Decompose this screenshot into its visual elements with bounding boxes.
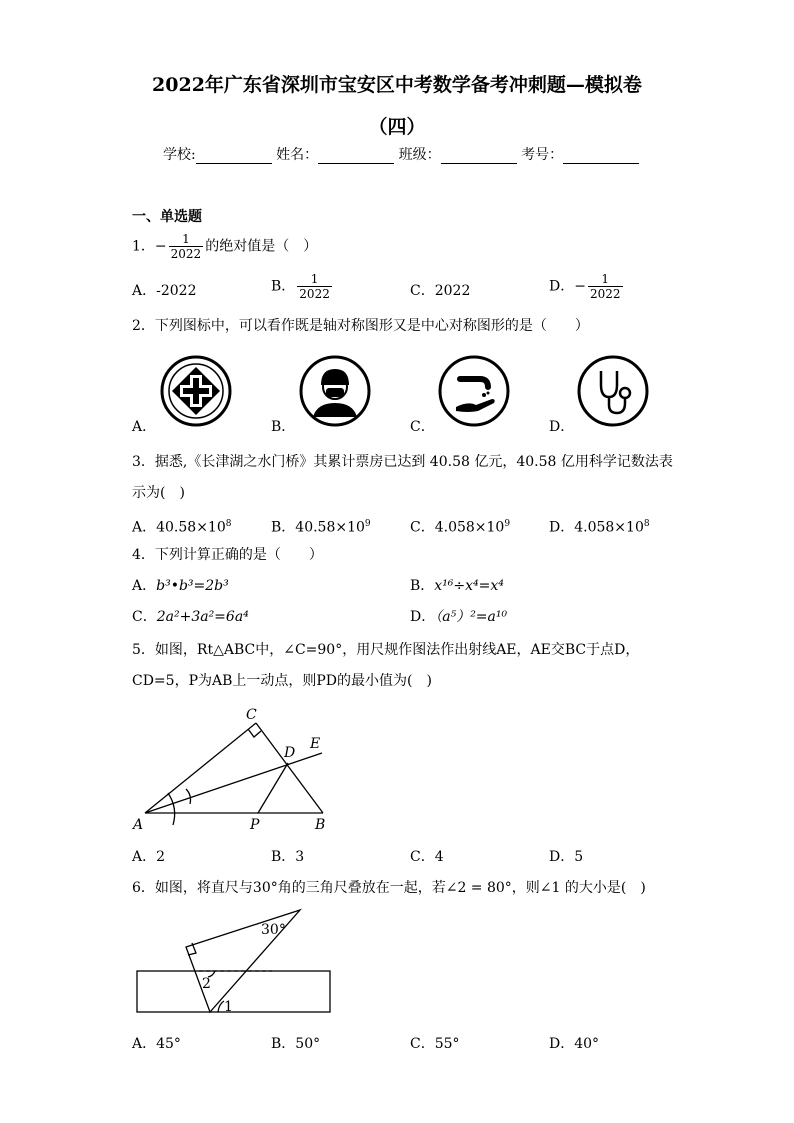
q4-c-label: C．	[132, 609, 157, 625]
section-heading: 一、单选题	[132, 209, 202, 225]
q1-a-label: A．	[132, 283, 157, 299]
name-label: 姓名：	[276, 147, 319, 163]
q5-label-a: A	[133, 817, 144, 833]
q4-a-expr: b³•b³=2b³	[156, 578, 229, 594]
q4-d-expr: （a⁵）²=a¹⁰	[435, 609, 508, 625]
q5-option-b[interactable]: B．3	[271, 849, 305, 865]
q6-label-2: 2	[202, 976, 211, 992]
q1-b-label: B．	[271, 278, 296, 295]
q1-text: 的绝对值是（ ）	[205, 238, 318, 255]
q2-stem: 2．下列图标中，可以看作既是轴对称图形又是中心对称图形的是（ ）	[132, 318, 589, 334]
q6-label-30: 30°	[261, 922, 286, 938]
q1-c-label: C．	[410, 283, 435, 299]
q1-frac-num: 1	[182, 232, 190, 246]
q5-option-d[interactable]: D．5	[549, 849, 584, 865]
q5-label-p: P	[250, 817, 260, 833]
page-subtitle: （四）	[368, 116, 426, 138]
class-label: 班级：	[398, 147, 441, 163]
q4-b-expr: x¹⁶÷x⁴=x⁴	[434, 578, 504, 594]
q1-d-den: 2022	[589, 287, 621, 301]
q2-option-d[interactable]: D．	[549, 419, 575, 435]
q3-stem-line2: 示为( )	[132, 485, 185, 501]
q3-c-text: C．4.058×10	[410, 519, 505, 536]
q3-a-exp: 8	[225, 519, 232, 529]
id-label: 考号：	[521, 147, 564, 163]
q3-d-exp: 8	[643, 519, 650, 529]
q4-c-expr: 2a²+3a²=6a⁴	[156, 609, 249, 625]
q6-option-c[interactable]: C．55°	[410, 1036, 460, 1052]
q4-a-label: A．	[132, 578, 157, 594]
q3-a-text: A．40.58×10	[132, 519, 226, 536]
school-label: 学校:	[163, 147, 196, 163]
q1-d-label: D．	[549, 278, 575, 295]
q3-c-exp: 9	[504, 519, 511, 529]
q6-ruler	[137, 971, 330, 1012]
q4-stem: 4．下列计算正确的是（ ）	[132, 547, 323, 563]
q2-option-c[interactable]: C．	[410, 419, 435, 435]
q1-d-minus: −	[574, 278, 586, 295]
q6-label-1: 1	[224, 999, 233, 1015]
q5-option-c[interactable]: C．4	[410, 849, 444, 865]
q3-b-text: B．40.58×10	[271, 519, 365, 536]
q1-b-num: 1	[310, 272, 319, 286]
q4-d-label: D．	[410, 609, 436, 625]
q5-label-c: C	[246, 707, 257, 723]
q5-label-b: B	[315, 817, 326, 833]
q3-b-exp: 9	[364, 519, 371, 529]
q5-label-e: E	[310, 736, 321, 752]
q2-option-a[interactable]: A．	[132, 419, 157, 435]
q6-option-d[interactable]: D．40°	[549, 1036, 600, 1052]
q5-stem-line2: CD=5，P为AB上一动点，则PD的最小值为( )	[132, 673, 432, 689]
q1-frac-den: 2022	[170, 247, 202, 261]
q1-number: 1．	[132, 238, 155, 255]
q6-option-a[interactable]: A．45°	[132, 1036, 181, 1052]
q5-label-d: D	[284, 745, 296, 761]
q1-c-value: 2022	[434, 283, 471, 299]
q1-a-value: -2022	[156, 283, 197, 299]
q6-stem: 6．如图，将直尺与30°角的三角尺叠放在一起，若∠2 = 80°，则∠1 的大小是( )	[132, 880, 646, 896]
page-title: 2022年广东省深圳市宝安区中考数学备考冲刺题—模拟卷	[152, 74, 642, 96]
q1-b-den: 2022	[299, 287, 330, 301]
q3-d-text: D．4.058×10	[549, 519, 644, 536]
q3-stem-line1: 3．据悉,《长津湖之水门桥》其累计票房已达到 40.58 亿元，40.58 亿用科学记数法表	[132, 454, 673, 470]
q1-d-num: 1	[601, 272, 610, 286]
q5-stem-line1: 5．如图，Rt△ABC中，∠C=90°，用尺规作图法作出射线AE，AE交BC于点D，	[132, 642, 640, 658]
q4-b-label: B．	[410, 578, 435, 594]
q2-option-b[interactable]: B．	[271, 419, 296, 435]
q6-option-b[interactable]: B．50°	[271, 1036, 321, 1052]
q5-option-a[interactable]: A．2	[132, 849, 166, 865]
q1-minus: −	[154, 238, 167, 255]
